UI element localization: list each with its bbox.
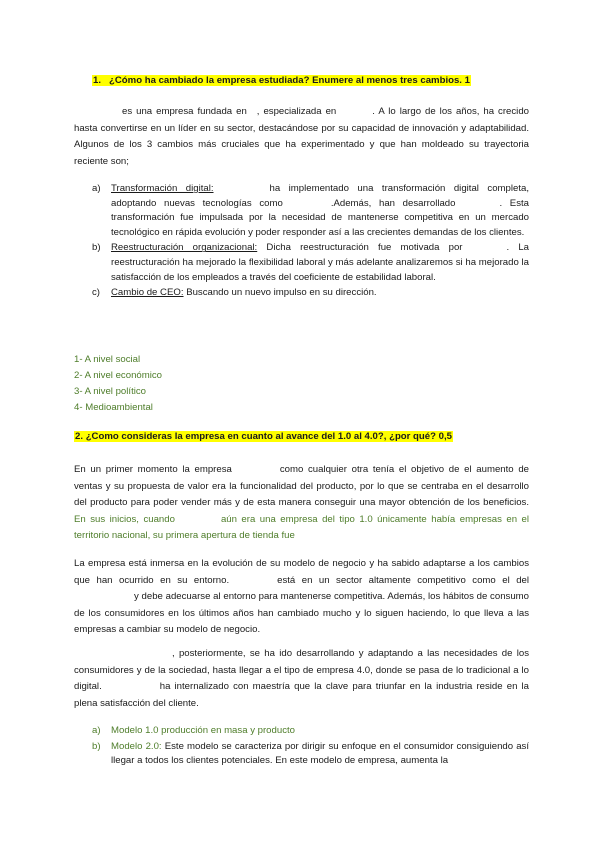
list-item: 2- A nivel económico: [74, 370, 162, 381]
question-2: [74, 430, 453, 444]
aspects-list: [74, 352, 162, 416]
list-item: a) Transformación digital: ha implementado una transformación digital completa, adoptando nuevas tecnologías como .Además, han desarrollado . Esta transformación fue impulsada por la necesidad de mantenerse competitiva en un mercado tecnológico en rápida evolución y poder responder así a las crecientes demandas de los clientes.: [92, 183, 529, 238]
list-item: b) Reestructuración organizacional: Dicha reestructuración fue motivada por . La reestructuración ha mejorado la flexibilidad laboral y más adelante analizaremos si ha mejorado la satisfacción de los empleados a través del coeficiente de estabilidad laboral.: [92, 242, 529, 283]
list-item: a) Modelo 1.0 producción en masa y producto: [92, 725, 295, 736]
list-item: 1- A nivel social: [74, 354, 141, 365]
paragraph-2: La empresa está inmersa en la evolución de su modelo de negocio y ha sabido adaptarse a los cambios que han ocurrido en su entorno. está en un sector altamente competitivo como el dely debe adecuarse al entorno para mantenerse competitiva. Además, los hábitos de consumo de los consumidores en los últimos años han cambiado mucho y lo siguen haciendo, lo que lleva a las empresas a cambiar su modelo de negocio.: [74, 558, 529, 636]
models-list: [92, 724, 529, 770]
paragraph-3: , posteriormente, se ha ido desarrollando y adaptando a las necesidades de los consumidores y de la sociedad, hasta llegar a el tipo de empresa 4.0, donde se pasa de lo tradicional a lo digital. ha internalizado con maestría que la clave para triunfar en la industria reside en la plena satisfacción del cliente.: [74, 648, 529, 709]
list-item: c) Cambio de CEO: Buscando un nuevo impulso en su dirección.: [92, 287, 377, 299]
intro-paragraph: es una empresa fundada en , especializada en . A lo largo de los años, ha crecido hasta convertirse en un líder en su sector, destacándose por su capacidad de innovación y adaptabilidad. Algunos de los 3 cambios más cruciales que ha experimentado y que han moldeado su trayectoria reciente son;: [74, 106, 529, 167]
question-1: [92, 74, 471, 88]
list-item: 3- A nivel político: [74, 386, 146, 397]
question-1-highlight: 1. ¿Cómo ha cambiado la empresa estudiada? Enumere al menos tres cambios. 1: [93, 75, 470, 86]
list-item: 4- Medioambiental: [74, 402, 153, 413]
list-item: b) Modelo 2.0: Este modelo se caracteriza por dirigir su enfoque en el consumidor consiguiendo así llegar a todos los clientes potenciales. En este modelo de empresa, aumenta la: [92, 740, 530, 767]
changes-list: [92, 182, 529, 302]
paragraph-1: En un primer momento la empresa como cualquier otra tenía el objetivo de el aumento de ventas y su propuesta de valor era la funcionalidad del producto, por lo que se centraba en el desarrollo del producto para poder vender más y de esta manera conseguir una mayor obtención de los beneficios. En sus inicios, cuando aún era una empresa del tipo 1.0 únicamente había empresas en el territorio nacional, su primera apertura de tienda fue: [74, 464, 530, 542]
question-2-highlight: 2. ¿Como consideras la empresa en cuanto al avance del 1.0 al 4.0?, ¿por qué? 0,5: [75, 431, 452, 442]
